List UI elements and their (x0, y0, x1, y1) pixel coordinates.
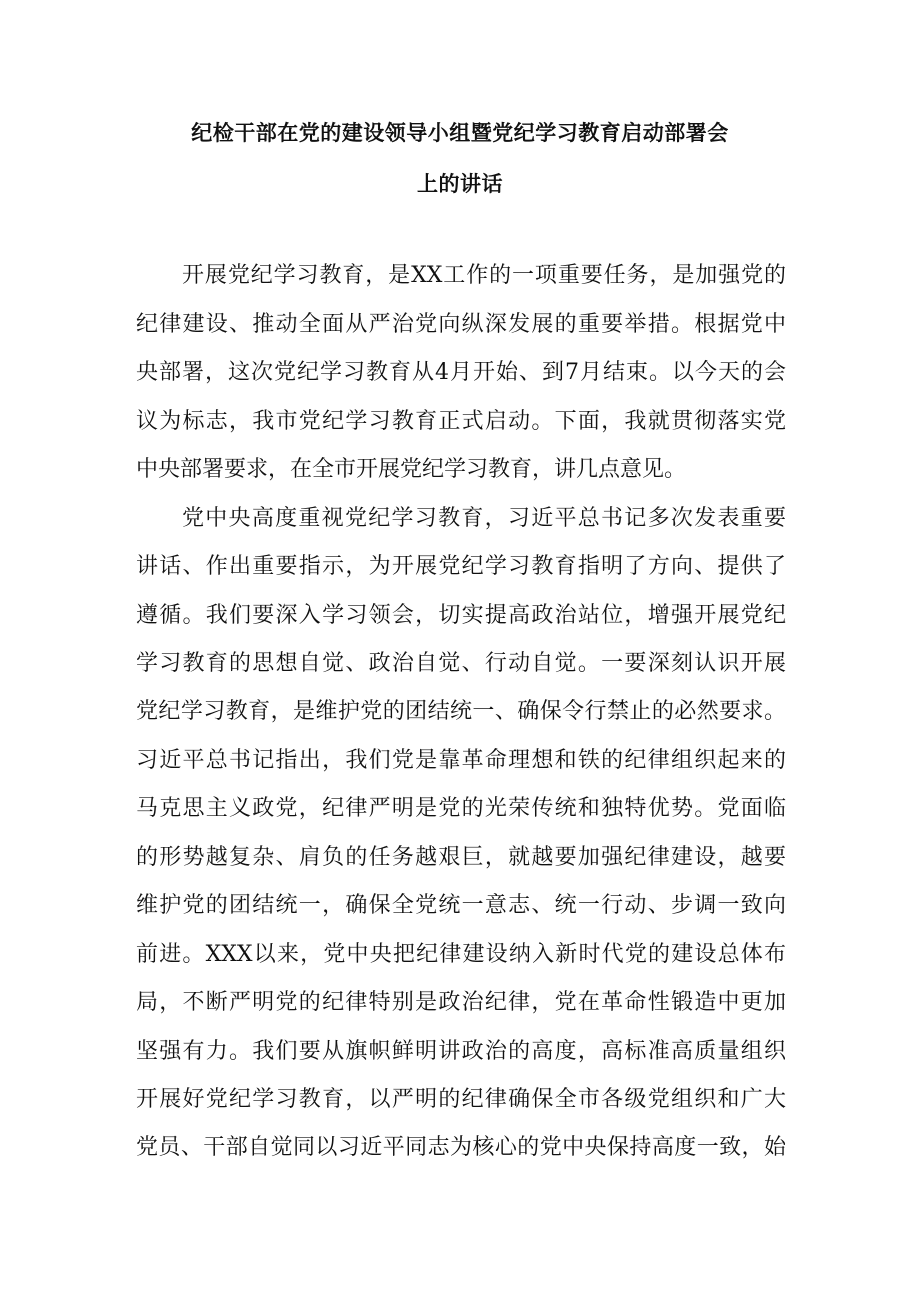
paragraph-line: 马克思主义政党，纪律严明是党的光荣传统和独特优势。党面临 (136, 796, 786, 821)
paragraph-line: 前进。XXX以来，党中央把纪律建设纳入新时代党的建设总体布 (136, 942, 786, 967)
paragraph-line: 学习教育的思想自觉、政治自觉、行动自觉。一要深刻认识开展 (136, 651, 786, 676)
paragraph-line: 央部署，这次党纪学习教育从4月开始、到7月结束。以今天的会 (136, 360, 786, 385)
paragraph-line: 维护党的团结统一，确保全党统一意志、统一行动、步调一致向 (136, 893, 786, 918)
document-title-line-2: 上的讲话 (417, 172, 503, 196)
document-title-line-1: 纪检干部在党的建设领导小组暨党纪学习教育启动部署会 (191, 121, 729, 145)
paragraph-line: 开展好党纪学习教育，以严明的纪律确保全市各级党组织和广大 (136, 1087, 786, 1112)
paragraph-line: 坚强有力。我们要从旗帜鲜明讲政治的高度，高标准高质量组织 (136, 1039, 786, 1064)
paragraph-line: 讲话、作出重要指示，为开展党纪学习教育指明了方向、提供了 (136, 554, 786, 579)
paragraph-line: 中央部署要求，在全市开展党纪学习教育，讲几点意见。 (136, 457, 687, 482)
paragraph-line: 党中央高度重视党纪学习教育，习近平总书记多次发表重要 (182, 506, 786, 531)
paragraph-line: 议为标志，我市党纪学习教育正式启动。下面，我就贯彻落实党 (136, 409, 786, 434)
paragraph-line: 习近平总书记指出，我们党是靠革命理想和铁的纪律组织起来的 (136, 748, 786, 773)
paragraph-line: 党员、干部自觉同以习近平同志为核心的党中央保持高度一致，始 (136, 1135, 786, 1160)
paragraph-line: 开展党纪学习教育，是XX工作的一项重要任务，是加强党的 (182, 263, 786, 288)
paragraph-line: 局，不断严明党的纪律特别是政治纪律，党在革命性锻造中更加 (136, 990, 786, 1015)
paragraph-line: 纪律建设、推动全面从严治党向纵深发展的重要举措。根据党中 (136, 312, 786, 337)
paragraph-line: 遵循。我们要深入学习领会，切实提高政治站位，增强开展党纪 (136, 603, 786, 628)
paragraph-line: 的形势越复杂、肩负的任务越艰巨，就越要加强纪律建设，越要 (136, 845, 786, 870)
paragraph-line: 党纪学习教育，是维护党的团结统一、确保令行禁止的必然要求。 (136, 699, 786, 724)
